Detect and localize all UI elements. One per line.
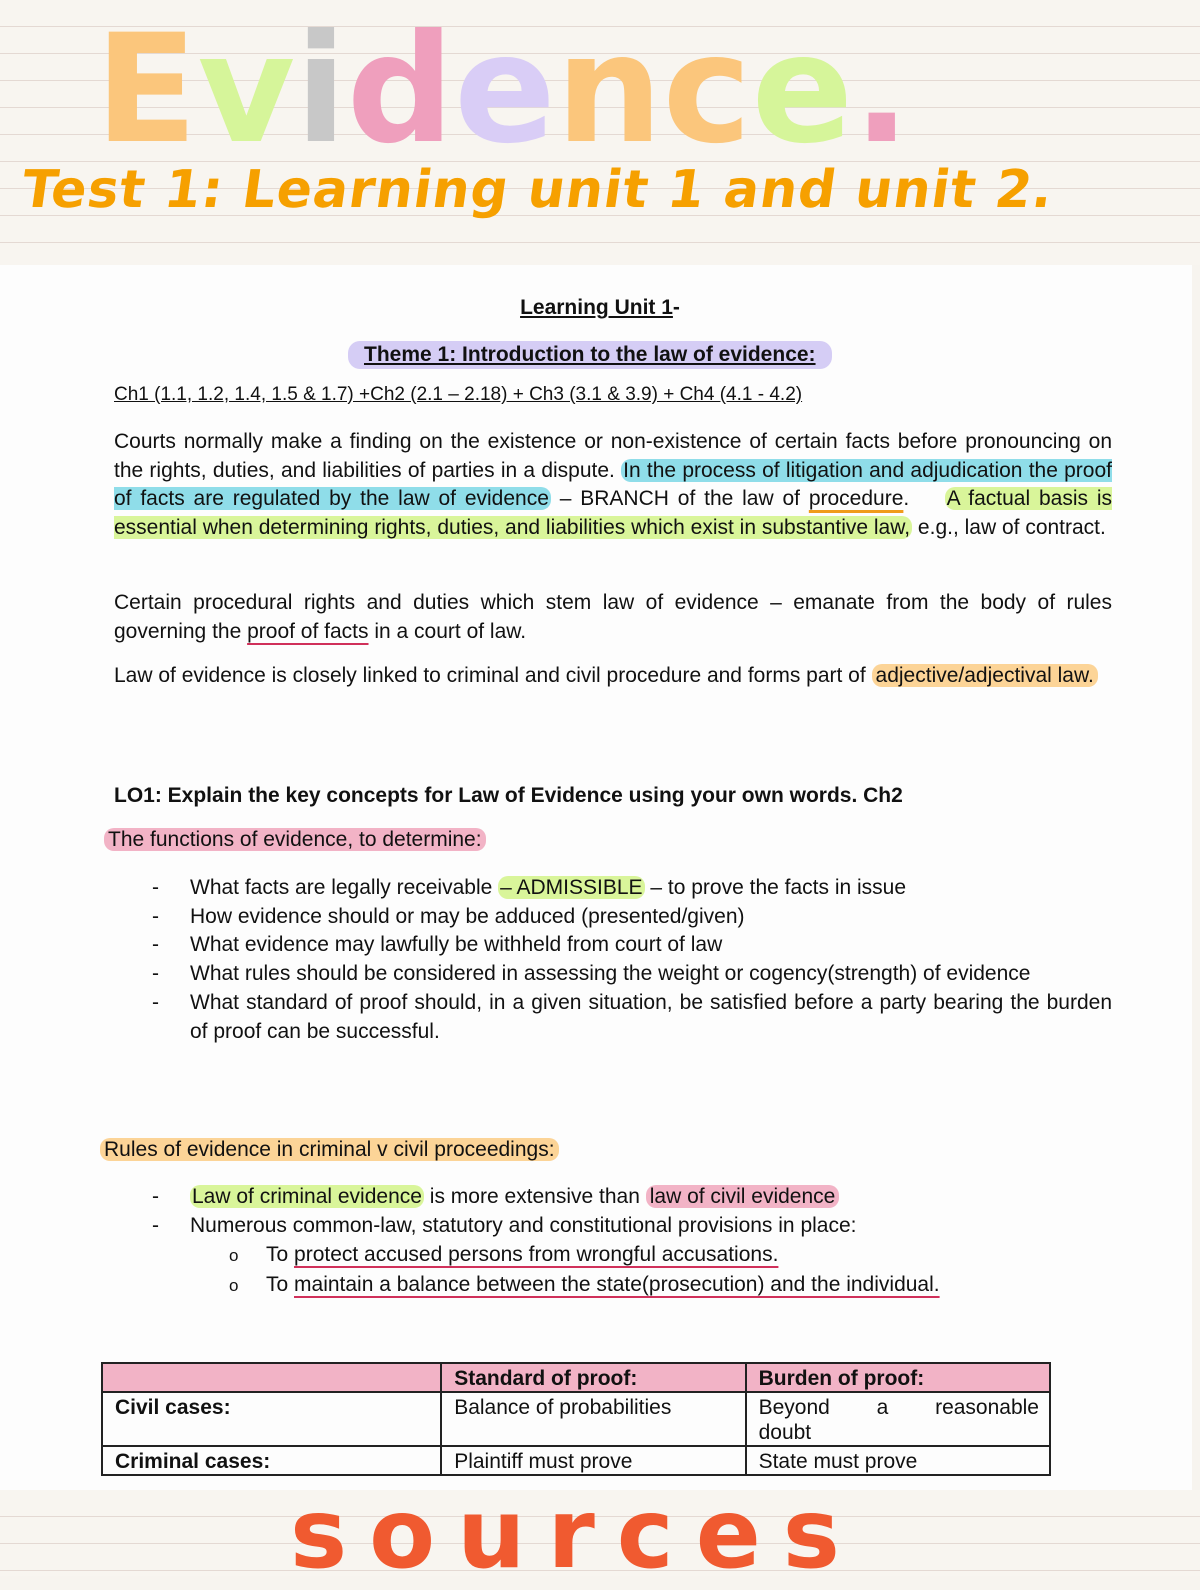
paragraph-adjective-law: Law of evidence is closely linked to criminal and civil procedure and forms part of adjective/adjectival law. bbox=[114, 662, 1112, 691]
list-item: o To protect accused persons from wrongful accusations. bbox=[226, 1240, 1126, 1270]
title-letter-0: E bbox=[95, 3, 198, 177]
table-header-cell: Standard of proof: bbox=[441, 1363, 745, 1392]
rules-sub-list bbox=[226, 1240, 1126, 1300]
table-row bbox=[102, 1392, 1050, 1446]
theme-heading: Theme 1: Introduction to the law of evidence: bbox=[348, 341, 832, 369]
table-cell: State must prove bbox=[746, 1446, 1050, 1475]
title-letter-7: e bbox=[751, 3, 854, 177]
handwritten-subtitle: Test 1: Learning unit 1 and unit 2. bbox=[17, 160, 1058, 220]
chapter-references: Ch1 (1.1, 1.2, 1.4, 1.5 & 1.7) +Ch2 (2.1 – 2.18) + Ch3 (3.1 & 3.9) + Ch4 (4.1 - 4.2) bbox=[114, 384, 803, 405]
list-item: - Law of criminal evidence is more extensive than law of civil evidence bbox=[150, 1183, 1112, 1212]
rules-label: Rules of evidence in criminal v civil proceedings: bbox=[100, 1138, 559, 1162]
list-item: o To maintain a balance between the state(prosecution) and the individual. bbox=[226, 1270, 1126, 1300]
title-letter-8: . bbox=[853, 3, 911, 177]
handwritten-title bbox=[95, 3, 911, 177]
list-item: - What facts are legally receivable – ADMISSIBLE – to prove the facts in issue bbox=[150, 874, 1112, 903]
table-cell: Criminal cases: bbox=[102, 1446, 441, 1475]
unit-title: Learning Unit 1- bbox=[520, 296, 680, 319]
list-item: - Numerous common-law, statutory and constitutional provisions in place: bbox=[150, 1212, 1112, 1241]
table-cell: Beyond a reasonable doubt bbox=[746, 1392, 1050, 1446]
title-letter-1: v bbox=[197, 3, 296, 177]
table-header-cell: Burden of proof: bbox=[746, 1363, 1050, 1392]
title-letter-6: c bbox=[662, 3, 752, 177]
title-letter-2: i bbox=[295, 3, 347, 177]
list-item: - What evidence may lawfully be withheld from court of law bbox=[150, 931, 1112, 960]
table-row bbox=[102, 1363, 1050, 1392]
paragraph-intro: Courts normally make a finding on the existence or non-existence of certain facts before pronouncing on the rights, duties, and liabilities of parties in a dispute. In the process of litigation and adjudication the proof of facts are regulated by the law of evidence – BRANCH of the law of procedure. A factual basis is essential when determining rights, duties, and liabilities which exist in substantive law, e.g., law of contract. bbox=[114, 430, 1112, 540]
paragraph-procedural-rights: Certain procedural rights and duties which stem law of evidence – emanate from the body of rules governing the proof of facts in a court of law. bbox=[114, 591, 1112, 643]
lo1-heading: LO1: Explain the key concepts for Law of Evidence using your own words. Ch2 bbox=[114, 784, 903, 807]
table-row bbox=[102, 1446, 1050, 1475]
rules-list bbox=[150, 1183, 1112, 1240]
title-letter-4: e bbox=[454, 3, 556, 177]
functions-list bbox=[150, 874, 1112, 1046]
table-cell: Balance of probabilities bbox=[441, 1392, 745, 1446]
list-item: - How evidence should or may be adduced (presented/given) bbox=[150, 903, 1112, 932]
title-letter-5: n bbox=[555, 3, 663, 177]
list-item: - What standard of proof should, in a given situation, be satisfied before a party bearing the burden of proof can be successful. bbox=[150, 989, 1112, 1046]
proof-table bbox=[101, 1362, 1051, 1476]
table-header-cell bbox=[102, 1363, 441, 1392]
list-item: - What rules should be considered in assessing the weight or cogency(strength) of evidence bbox=[150, 960, 1112, 989]
handwritten-sources-heading: sources bbox=[290, 1478, 862, 1590]
functions-label: The functions of evidence, to determine: bbox=[104, 828, 486, 852]
title-letter-3: d bbox=[346, 3, 455, 177]
table-cell: Plaintiff must prove bbox=[441, 1446, 745, 1475]
table-cell: Civil cases: bbox=[102, 1392, 441, 1446]
